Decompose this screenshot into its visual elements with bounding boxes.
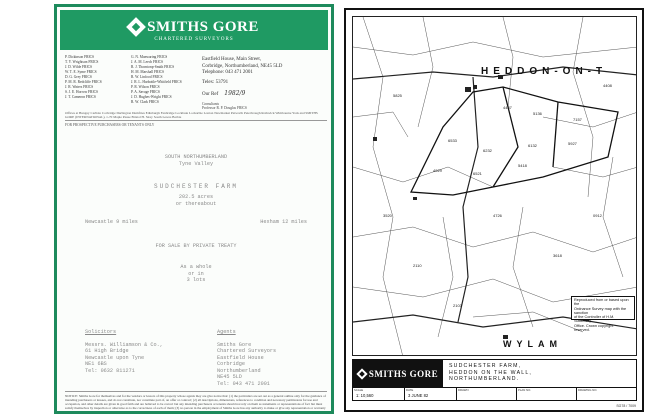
prospective-purchasers-note: FOR PROSPECTIVE PURCHASERS OR TENANTS ONLY [65, 123, 155, 127]
farm-name: SUDCHESTER FARM [153, 183, 238, 190]
distance-newcastle: Newcastle 9 miles [85, 219, 138, 225]
partner-name: J. R. L. Harbottle-Whitfield FRICS [131, 80, 182, 84]
partner-name: P. R. Wilson FRICS [131, 85, 160, 89]
plan-title [449, 363, 634, 383]
agents-line: NE45 5LD [217, 374, 242, 380]
field-number: 2103 [453, 303, 462, 308]
field-number: 4929 [433, 168, 442, 173]
field-number: 4437 [503, 105, 512, 110]
partner-name: T. Y. Wrightson FRICS [65, 60, 99, 64]
acreage-value: 202.5 acres [178, 194, 214, 200]
our-ref-value: 1982/9 [224, 90, 246, 97]
partners-column-left [65, 55, 127, 107]
partner-name: J. R. Waters FRICS [65, 85, 94, 89]
distance-hexham: Hexham 12 miles [260, 219, 307, 225]
field-numbers [383, 83, 613, 308]
county-line: SOUTH NORTHUMBERLAND [164, 154, 228, 160]
sales-particulars-sheet [54, 4, 334, 414]
agents-line: Northumberland [217, 367, 261, 374]
copyright-line: Office. Crown copyright [574, 323, 614, 328]
county-heading [65, 154, 327, 167]
partner-name: J. D. Wilde FRICS [65, 65, 93, 69]
cell-label: DATE [406, 388, 414, 392]
brand-banner [60, 10, 328, 50]
field-number: 6533 [448, 138, 457, 143]
copyright-line: Ordnance Survey map with the sanction [574, 306, 627, 315]
partner-name: P. A. Savage FRICS [131, 90, 160, 94]
partner-name: D. G. Grey FRICS [65, 75, 92, 79]
agents-line: Chartered Surveyors [217, 348, 277, 354]
roads [353, 67, 637, 329]
solicitors-line: 61 High Bridge [85, 348, 129, 354]
brand-name: SMITHS GORE [368, 368, 439, 379]
ordnance-survey-copyright-note [571, 296, 635, 333]
field-number: 6132 [528, 143, 537, 148]
telephone: Telephone: 043 471 2001 [202, 70, 253, 75]
cell-label: PLAN NO. [518, 388, 532, 392]
partner-name: P. M. R. Redcliffe FRICS [65, 80, 102, 84]
partner-name: W. T. E. Syme FRICS [65, 70, 97, 74]
agents-block [217, 329, 317, 387]
partner-name: P. Dickinson FRICS [65, 55, 95, 59]
distances [85, 219, 307, 226]
copyright-line: reserved. [574, 328, 590, 333]
field-number: 4408 [603, 83, 612, 88]
partner-name: H. M. Marshall FRICS [131, 70, 165, 74]
solicitors-line: Messrs. Williamson & Co., [85, 341, 163, 348]
plan-code: SG78 / 7009 [616, 404, 636, 408]
field-number: 2110 [413, 263, 422, 268]
lots-line: 3 lots [186, 277, 206, 283]
address-line: Corbridge, Northumberland, NE45 5LD [202, 63, 283, 69]
field-number: 7157 [573, 117, 582, 122]
field-number: 4726 [493, 213, 502, 218]
smiths-gore-logo-icon [126, 17, 146, 37]
field-number: 5136 [533, 111, 542, 116]
field-number: 5418 [518, 163, 527, 168]
brand-name: SMITHS GORE [147, 18, 259, 35]
copyright-line: of the Controller of H.M. Stationery [574, 315, 615, 324]
solicitors-heading: Solicitors [85, 329, 117, 335]
field-number: 5825 [393, 93, 402, 98]
partner-name: J. D. Hughes-Wright FRICS [131, 95, 172, 99]
partner-name: J. T. Cameron FRICS [65, 95, 96, 99]
copyright-line: Reproduced from or based upon the [574, 298, 629, 307]
partner-name: G. N. Manwaring FRICS [131, 55, 168, 59]
lots-line: As a whole [180, 264, 212, 270]
our-ref-label: Our Ref [202, 92, 219, 97]
field-number: 3520 [383, 213, 392, 218]
drawing-no-cell [577, 388, 636, 400]
field-number: 6521 [473, 171, 482, 176]
county-subline: Tyne Valley [178, 160, 214, 167]
branch-offices-line: Offices at Bungay Carlisle Corbridge Darlington Dumfries Edinburgh Fenbridge Lockbuie Lockarbie Lonton Newmarket Petworth Peterbrough Rothwick Wimbourne York and SMITHS GORE (INTERNATIONAL), 1-70 Maple Pause Bristol H. Strey South Lewes Barbie [65, 111, 318, 120]
date-cell [405, 388, 457, 400]
smiths-gore-logo-icon [356, 368, 367, 379]
cell-label: DRAWING NO. [578, 388, 598, 392]
divider [65, 120, 327, 121]
telex: Telex: 53791 [202, 79, 229, 85]
place-label-heddon: HEDDON-ON-T [481, 66, 608, 77]
solicitors-line: Tel: 0632 811271 [85, 367, 135, 374]
lots-info [65, 264, 327, 284]
address-line: Eastfield House, Main Street, [202, 57, 262, 62]
divider [65, 391, 327, 392]
buildings [373, 75, 597, 339]
drawn-cell [457, 388, 517, 400]
acreage [65, 194, 327, 207]
agents-line: Eastfield House [217, 354, 264, 361]
brand-row [129, 19, 259, 36]
plan-title-line: NORTHUMBERLAND. [449, 376, 520, 382]
consultant-name: Professor R. P. Douglas FRICS [202, 106, 247, 110]
agents-line: Smiths Gore [217, 341, 252, 348]
cell-value: 3 JUNE 82 [408, 393, 429, 398]
solicitors-line: NE1 6BS [85, 361, 107, 367]
partners-column-right [131, 55, 193, 107]
office-address-block [202, 57, 327, 111]
solicitors-line: Newcastle upon Tyne [85, 354, 145, 361]
place-label-wylam: WYLAM [503, 339, 562, 349]
partner-name: R. W. Linfood FRICS [131, 75, 163, 79]
agents-heading: Agents [217, 329, 236, 335]
field-number: 5927 [568, 141, 577, 146]
ordnance-survey-map [352, 16, 637, 356]
plan-title-block [352, 359, 637, 401]
farm-boundary [411, 87, 618, 195]
partner-name: J. A. M. Leech FRICS [131, 60, 164, 64]
acreage-qualifier: or thereabout [175, 200, 217, 207]
scale-cell [353, 388, 405, 400]
solicitors-block [85, 329, 175, 374]
partner-name: R. W. Clark FRICS [131, 100, 159, 104]
cell-label: SCALE [354, 388, 364, 392]
estate-plan-sheet [344, 8, 644, 412]
plan-details-row [353, 387, 636, 400]
plan-title-line: SUDCHESTER FARM, [449, 363, 522, 369]
consultants-block [202, 102, 327, 111]
partners-list [65, 55, 195, 107]
field-number: 0912 [593, 213, 602, 218]
consultants-label: Consultants [202, 101, 219, 106]
sale-method: FOR SALE BY PRIVATE TREATY [155, 243, 237, 249]
agents-line: Corbridge [217, 361, 246, 367]
field-number: 3618 [553, 253, 562, 258]
partner-name: S. J. E. Horrow FRICS [65, 90, 99, 94]
partner-name: R. J. Thorntonp-Smith FRICS [131, 65, 175, 69]
lots-line: or in [188, 270, 204, 277]
cell-value: 1: 10,560 [356, 393, 374, 398]
plan-no-cell [517, 388, 577, 400]
title-block-logo [353, 360, 443, 387]
our-reference [202, 91, 327, 99]
cell-label: DRAWN [458, 388, 469, 392]
legal-notice: NOTICE: Smiths Gore for themselves and for the vendors or lessors of this property whose agents they are give notice that: (1) the particulars are set out as a general outline only for the guidance of intending purchasers or lessees, and do not constitute, nor constitute part of, an offer or contract; (2) all descriptions, dimensions, references to condition and necessary permissions for use and occupation, and other details are given in good faith and are believed to be correct but any intending purchasers or tenants should not rely on them as statements or representations of fact but must satisfy themselves by inspection or otherwise as to the correctness of each of them; (3) no person in the employment of Smiths Gore has any authority to make or give any representation or warranty whatever in relation to this property. [65, 394, 326, 414]
brand-subtitle: CHARTERED SURVEYORS [154, 36, 234, 42]
plan-title-line: HEDDON ON THE WALL, [449, 369, 533, 376]
field-number: 6232 [483, 148, 492, 153]
agents-line: Tel: 043 471 2001 [217, 380, 270, 387]
